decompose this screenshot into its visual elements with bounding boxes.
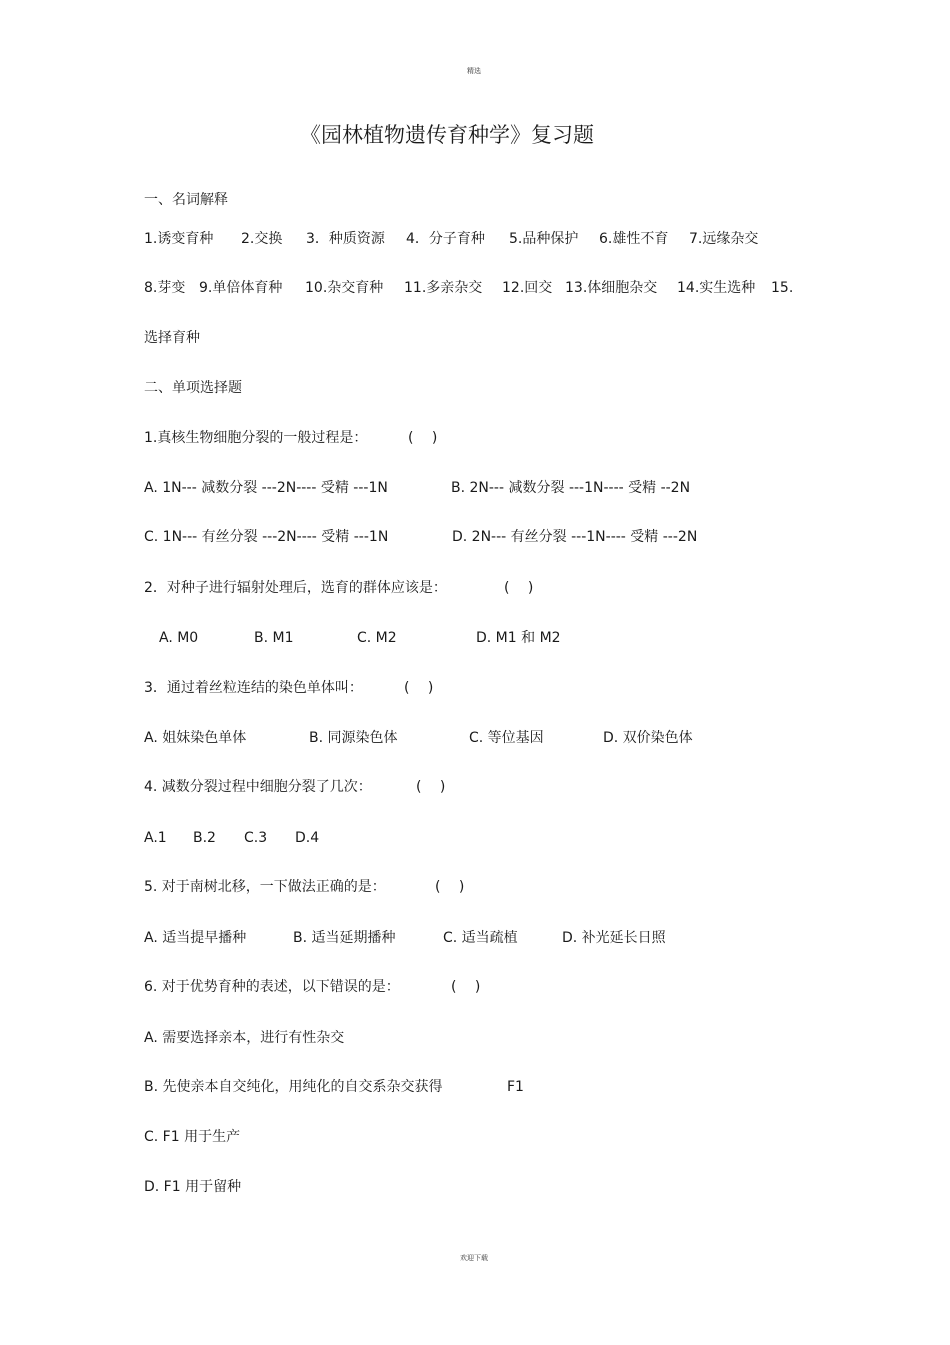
question-stem: 2．对种子进行辐射处理后，选育的群体应该是： xyxy=(144,580,447,596)
header-mark: 精选 xyxy=(467,67,481,75)
option-a: A. 1N--- 减数分裂 ---2N---- 受精 ---1N xyxy=(144,480,388,496)
option-a: A. 适当提早播种 xyxy=(144,930,247,946)
answer-blank: ( ) xyxy=(435,879,465,895)
section1-heading: 一、名词解释 xyxy=(144,192,228,208)
option-a: A. M0 xyxy=(159,630,199,646)
term-item: 4．分子育种 xyxy=(406,231,485,247)
option-c: C. M2 xyxy=(357,630,397,646)
term-item: 8.芽变 xyxy=(144,280,186,296)
option-b: B. M1 xyxy=(254,630,294,646)
answer-blank: ( ) xyxy=(408,430,438,446)
option-a: A. 姐妹染色单体 xyxy=(144,730,247,746)
question-stem: 5. 对于南树北移，一下做法正确的是： xyxy=(144,879,386,895)
option-b: B. 适当延期播种 xyxy=(293,930,396,946)
footer-mark: 欢迎下载 xyxy=(460,1254,488,1262)
term-item: 6.雄性不育 xyxy=(599,231,669,247)
answer-blank: ( ) xyxy=(404,680,434,696)
term-item: 10.杂交育种 xyxy=(305,280,384,296)
option-d: D. F1 用于留种 xyxy=(144,1179,242,1195)
answer-blank: ( ) xyxy=(416,779,446,795)
option-d: D. M1 和 M2 xyxy=(476,630,561,646)
option-b: B. 先使亲本自交纯化，用纯化的自交系杂交获得 xyxy=(144,1079,443,1095)
option-d: D. 双价染色体 xyxy=(603,730,693,746)
option-a: A. 需要选择亲本，进行有性杂交 xyxy=(144,1030,345,1046)
answer-blank: ( ) xyxy=(504,580,534,596)
term-item: 5.品种保护 xyxy=(509,231,579,247)
option-d: D. 补光延长日照 xyxy=(562,930,666,946)
option-b-tail: F1 xyxy=(507,1079,524,1095)
term-item: 2.交换 xyxy=(241,231,283,247)
option-d: D. 2N--- 有丝分裂 ---1N---- 受精 ---2N xyxy=(452,529,698,545)
question-stem: 6. 对于优势育种的表述，以下错误的是： xyxy=(144,979,400,995)
question-stem: 4. 减数分裂过程中细胞分裂了几次： xyxy=(144,779,372,795)
document-title: 《园林植物遗传育种学》复习题 xyxy=(300,123,594,147)
option-b: B. 2N--- 减数分裂 ---1N---- 受精 --2N xyxy=(451,480,691,496)
term-item: 15. xyxy=(771,280,794,296)
term-item: 选择育种 xyxy=(144,330,200,346)
option-c: C. 等位基因 xyxy=(469,730,544,746)
term-item: 14.实生选种 xyxy=(677,280,756,296)
section2-heading: 二、单项选择题 xyxy=(144,380,242,396)
term-item: 11.多亲杂交 xyxy=(404,280,483,296)
question-stem: 1.真核生物细胞分裂的一般过程是： xyxy=(144,430,368,446)
term-item: 13.体细胞杂交 xyxy=(565,280,658,296)
option-a: A.1 xyxy=(144,830,167,846)
option-c: C. F1 用于生产 xyxy=(144,1129,241,1145)
option-d: D.4 xyxy=(295,830,320,846)
term-item: 3．种质资源 xyxy=(306,231,385,247)
term-item: 9.单倍体育种 xyxy=(199,280,283,296)
term-item: 12.回交 xyxy=(502,280,553,296)
answer-blank: ( ) xyxy=(451,979,481,995)
option-c: C. 1N--- 有丝分裂 ---2N---- 受精 ---1N xyxy=(144,529,389,545)
option-c: C. 适当疏植 xyxy=(443,930,518,946)
term-item: 7.远缘杂交 xyxy=(689,231,759,247)
option-b: B.2 xyxy=(193,830,216,846)
question-stem: 3．通过着丝粒连结的染色单体叫： xyxy=(144,680,363,696)
option-b: B. 同源染色体 xyxy=(309,730,398,746)
term-item: 1.诱变育种 xyxy=(144,231,214,247)
option-c: C.3 xyxy=(244,830,268,846)
